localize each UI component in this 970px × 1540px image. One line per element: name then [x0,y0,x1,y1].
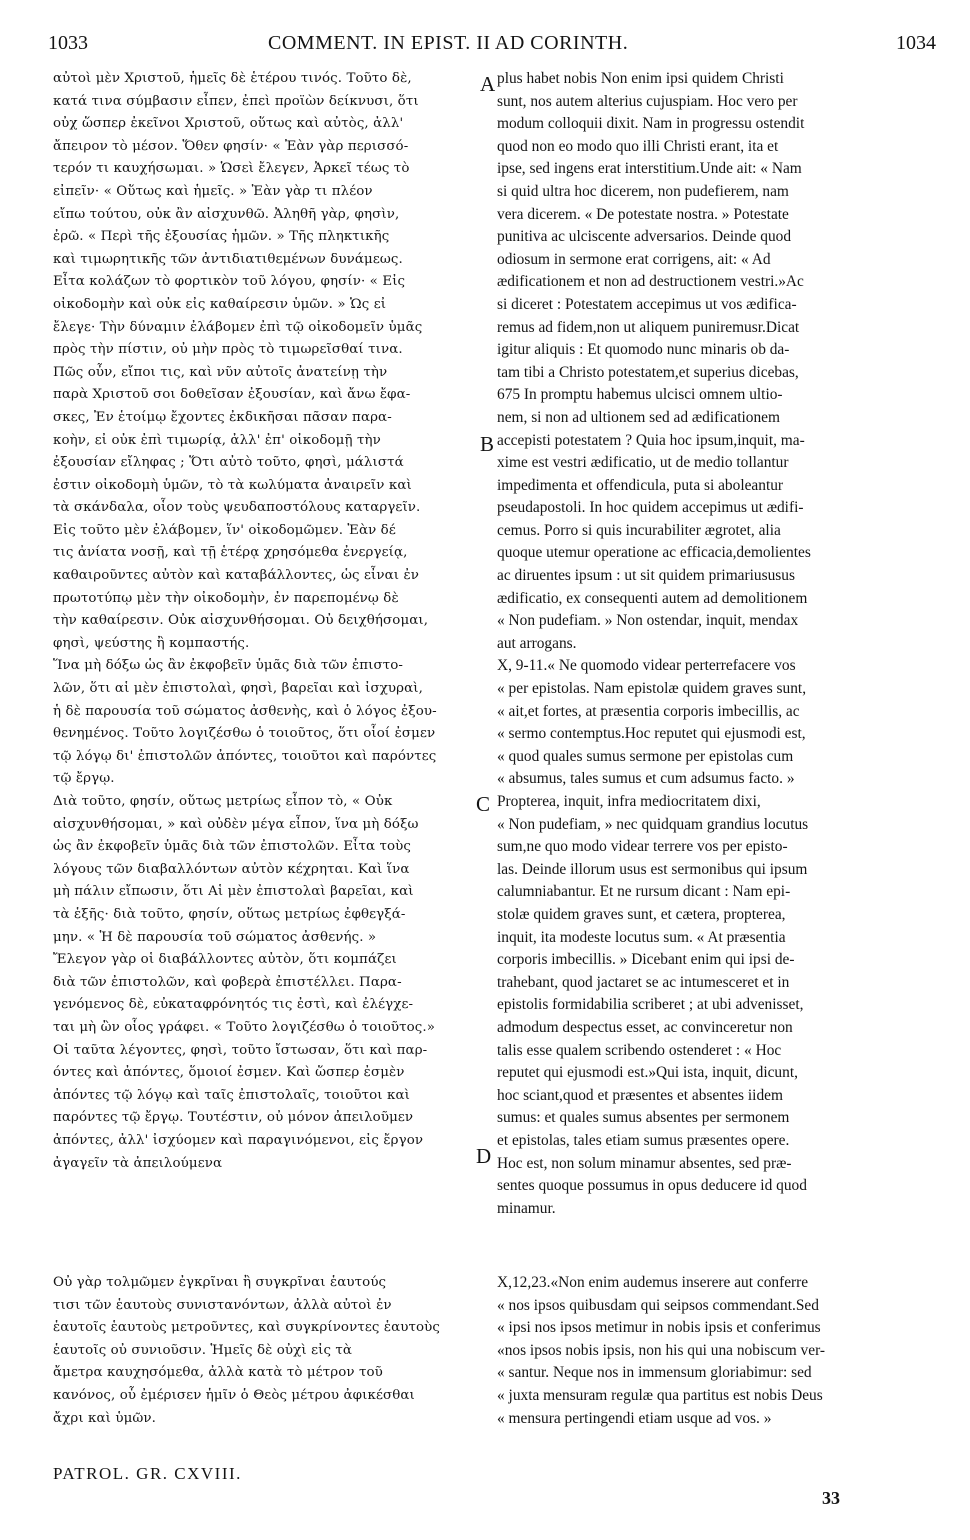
greek-text-line: οὐχ ὥσπερ ἐκεῖνοι Χριστοῦ, οὕτως καὶ αὐτὸς, ἀλλ' [53,116,404,132]
greek-text-line: τερόν τι καυχήσωμαι. » Ὡσεὶ ἔλεγεν, Ἀρκεῖ τέως τὸ [53,161,410,177]
greek-column-bottom [53,1272,478,1430]
greek-text-line: τισι τῶν ἑαυτοὺς συνιστανόντων, ἀλλὰ αὐτοὶ ἐν [53,1297,392,1313]
latin-text-line: corporis imbecillis. » Dicebant enim qui ipsi de- [497,951,795,969]
greek-text-line: ἐρῶ. « Περὶ τῆς ἐξουσίας ἡμῶν. » Τῆς πληκτικῆς [53,229,390,245]
greek-text-line: τὰ σκάνδαλα, οἷον τοὺς ψευδαποστόλους καταργεῖν. [53,500,421,516]
greek-text-line: εἰπεῖν· « Οὕτως καὶ ἡμεῖς. » Ἐὰν γὰρ τι πλέον [53,183,373,199]
greek-text-line: λῶν, ὅτι αἱ μὲν ἐπιστολαὶ, φησὶ, βαρεῖαι καὶ ἰσχυραὶ, [53,681,423,697]
greek-text-line: αἰσχυνθήσομαι, » καὶ οὐδὲν μέγα εἶπον, ἵνα μὴ δόξω [53,816,419,832]
latin-text-line: plus habet nobis Non enim ipsi quidem Christi [497,70,784,87]
latin-text-line: punitiva ac ulciscente adversarios. Deinde quod [497,228,792,246]
latin-text-line: sunt, nos autem alterius cujuspiam. Hoc vero per [497,92,798,110]
latin-text-line: odiosum in sermone erat corrigens, ait: « Ad [497,250,771,268]
greek-text-line: καθαιροῦντες αὐτὸν καὶ καταβάλλοντες, ὡς εἶναι ἐν [53,568,420,584]
latin-text-line: sumus: et quales sumus absentes per sermonem [497,1109,790,1127]
latin-text-line: inquit, ita modeste locutus sum. « At præsentia [497,928,786,946]
greek-text-line: Πῶς οὖν, εἴποι τις, καὶ νῦν αὐτοῖς ἀνατείνῃ τὴν [53,364,388,380]
latin-text-line: ædificationem et non ad destructionem vestri.»Ac [497,273,804,291]
latin-text-line: nem, si non ad ultionem sed ad ædificationem [497,408,780,426]
latin-text-line: « quod quales sumus sermone per epistolas cum [497,747,794,765]
greek-text-line: οἰκοδομὴν καὶ οὐκ εἰς καθαίρεσιν ὑμῶν. » Ὡς εἰ [53,296,387,312]
greek-text-line: ἐστιν οἰκοδομὴ ὑμῶν, τὸ τὰ κωλύματα ἀναιρεῖν καὶ [53,477,412,493]
greek-text-line: Ἵνα μὴ δόξω ὡς ἂν ἐκφοβεῖν ὑμᾶς διὰ τῶν ἐπιστο- [53,658,404,674]
latin-text-line: ædificatio, ex consequenti autem ad demolitionem [497,589,808,607]
latin-text-line: reputet qui ejusmodi est.»Qui ista, inquit, dicunt, [497,1064,798,1082]
latin-text-line: « per epistolas. Nam epistolæ quidem graves sunt, [497,680,807,698]
latin-text-line: admodum despectus esset, ac convinceretur non [497,1018,793,1036]
greek-text-line: ὡς ἂν ἐκφοβεῖν ὑμᾶς διὰ τῶν ἐπιστολῶν. Εἶτα τοὺς [53,839,411,855]
latin-text-line: stolæ quidem graves sunt, et cætera, propterea, [497,905,786,923]
latin-text-line: et epistolas, tales etiam sumus præsentes opere. [497,1131,790,1149]
greek-text-line: εἴπω τούτου, οὐκ ἂν αἰσχυνθῶ. Ἀληθῆ γὰρ, φησὶν, [53,206,400,222]
greek-text-line: Οὐ γὰρ τολμῶμεν ἐγκρῖναι ἢ συγκρῖναι ἑαυτούς [53,1275,387,1290]
greek-text-line: κατά τινα σύμβασιν εἶπεν, ἐπεὶ προϊὼν δείκνυσι, ὅτι [53,93,419,109]
latin-text-line: xime est vestri ædificatio, ut de medio tollantur [497,454,789,472]
greek-column-top [53,68,478,1175]
greek-text-line: ἄπειρον τὸ μέσον. Ὅθεν φησίν· « Ἐὰν γὰρ περισσό- [53,138,409,154]
greek-text-line: ἄμετρα καυχησόμεθα, ἀλλὰ κατὰ τὸ μέτρον τοῦ [53,1365,383,1381]
signature-mark: 33 [822,1488,840,1508]
latin-text-line: «nos ipsos nobis ipsis, non his qui una nobiscum ver- [497,1341,826,1359]
latin-text-line: pseudapostoli. In hoc quidem accepimus ut ædifi- [497,499,804,517]
latin-text-line: si diceret : Potestatem accepimus ut vos ædifica- [497,295,797,313]
greek-text-line: Ἔλεγον γὰρ οἱ διαβάλλοντες αὐτὸν, ὅτι κομπάζει [53,952,397,968]
latin-text-line: trahebant, quod jactaret se ac intumesceret et in [497,973,790,991]
latin-text-line: « ipsi nos ipsos metimur in nobis ipsis et conferimus [497,1319,821,1337]
greek-text-line: Διὰ τοῦτο, φησίν, οὕτως μετρίως εἶπον τὸ, « Οὐκ [53,794,393,809]
latin-text-line: quoque utemur operatione ac efficacia,demolientes [497,544,811,562]
latin-text-line: sum,ne quo modo videar terrere vos per episto- [497,838,788,856]
latin-text-line: hoc sciant,quod et præsentes et absentes iidem [497,1086,783,1104]
greek-text-line: μὴ πάλιν εἴπωσιν, ὅτι Αἱ μὲν ἐπιστολαὶ βαρεῖαι, καὶ [53,884,414,900]
latin-text-line: calumniabantur. Et ne rursum dicant : Nam epi- [497,883,791,901]
latin-text-line: aut arrogans. [497,634,577,652]
margin-marker-b: B [480,432,495,456]
latin-text-line: « santur. Neque nos in immensum gloriabimur: sed [497,1364,812,1382]
greek-text-line: ἑαυτοῖς οὐ συνιοῦσιν. Ἡμεῖς δὲ οὐχὶ εἰς τὰ [53,1342,353,1358]
greek-text-line: ἀγαγεῖν τὰ ἀπειλούμενα [53,1155,223,1171]
margin-marker-c: C [476,792,491,816]
greek-text-line: τὴν καθαίρεσιν. Οὐκ αἰσχυνθήσομαι. Οὐ δειχθήσομαι, [53,613,429,629]
running-title: COMMENT. IN EPIST. II AD CORINTH. [268,32,629,54]
greek-text-line: όντες καὶ ἀπόντες, ὅμοιοί ἐσμεν. Καὶ ὥσπερ ἐσμὲν [53,1065,405,1081]
latin-text-line: « absumus, tales sumus et cum adsumus facto. » [497,770,795,788]
running-header [0,28,970,58]
latin-text-line: sentes quoque possumus in opus deducere id quod [497,1177,807,1195]
latin-text-line: impedimenta et offendicula, puta si aboleantur [497,476,784,494]
greek-text-line: διὰ τῶν ἐπιστολῶν, καὶ φοβερὰ ἐπιστέλλει. Παρα- [53,974,402,990]
greek-text-line: Εἰς τοῦτο μὲν ἐλάβομεν, ἵν' οἰκοδομῶμεν. Ἐὰν δέ [53,522,396,538]
latin-text-line: « sermo contemptus.Hoc reputet qui ejusmodi est, [497,725,806,743]
latin-text-line: las. Deinde illorum usus est sermonibus qui ipsum [497,860,808,878]
latin-column-top [497,68,945,1220]
greek-text-line: Εἶτα κολάζων τὸ φορτικὸν τοῦ λόγου, φησίν· « Εἰς [53,274,406,290]
latin-text-line: ipse, sed ingens erat interstitium.Unde ait: « Nam [497,160,802,178]
latin-column-bottom [497,1272,945,1430]
greek-text-line: τῷ λόγῳ δι' ἐπιστολῶν ἀπόντες, τοιοῦτοι καὶ παρόντες [53,748,437,764]
latin-text-line: Hoc est, non solum minamur absentes, sed præ- [497,1154,792,1172]
greek-text-line: ται μὴ ὢν οἷος γράφει. « Τοῦτο λογιζέσθω ὁ τοιοῦτος.» [53,1019,436,1035]
greek-text-line: παρὰ Χριστοῦ σοι δοθεῖσαν ἐξουσίαν, καὶ ἄνω ἔφα- [53,387,411,403]
margin-marker-d: D [476,1144,492,1168]
greek-text-line: καὶ τιμωρητικῆς τῶν ἀντιδιατιθεμένων δυνάμεως. [53,251,403,267]
latin-text-line: Propterea, inquit, infra mediocritatem dixi, [497,793,761,810]
greek-text-line: ἡ δὲ παρουσία τοῦ σώματος ἀσθενὴς, καὶ ὁ λόγος ἐξου- [53,703,437,719]
latin-text-line: ac diruentes ipsum : ut sit quidem primariususus [497,567,795,585]
latin-text-line: minamur. [497,1199,556,1217]
greek-text-line: πρὸς τὴν πίστιν, οὐ μὴν πρὸς τὸ τιμωρεῖσθαί τινα. [53,342,403,358]
greek-text-line: πρωτοτύπῳ μὲν τὴν οἰκοδομὴν, ἐν παρεπομένῳ δὲ [53,590,399,606]
latin-text-line: « ait,et fortes, at præsentia corporis imbecillis, ac [497,702,800,720]
latin-text-line: « Non pudefiam. » Non ostendar, inquit, mendax [497,612,799,630]
greek-text-line: αὐτοὶ μὲν Χριστοῦ, ἡμεῖς δὲ ἑτέρου τινός. Τοῦτο δὲ, [53,71,412,86]
greek-text-line: τὰ ἑξῆς· διὰ τοῦτο, φησίν, οὕτως μετρίως ἐφθεγξά- [53,906,406,922]
greek-text-line: τις ἀνίατα νοσῇ, καὶ τῇ ἑτέρᾳ χρησόμεθα ἐνεργείᾳ, [53,545,408,561]
latin-text-line: talis esse qualem scribendo ostenderet : « Hoc [497,1041,782,1059]
latin-text-line: modum colloquii dixit. Nam in progressu ostendit [497,115,805,133]
greek-text-line: τῷ ἔργῳ. [53,771,115,787]
greek-text-line: λόγους τῶν διαβαλλόντων αὐτὸν κέχρηται. Καὶ ἵνα [53,861,410,877]
latin-text-line: accepisti potestatem ? Quia hoc ipsum,inquit, ma- [497,431,805,449]
greek-text-line: ἔλεγε· Τὴν δύναμιν ἐλάβομεν ἐπὶ τῷ οἰκοδομεῖν ὑμᾶς [53,319,423,335]
series-footer: PATROL. GR. CXVIII. [53,1464,242,1483]
latin-text-line: epistolis formidabilia scriberet ; at ubi advenisset, [497,996,804,1014]
latin-text-line: « Non pudefiam, » nec quidquam grandius locutus [497,815,809,833]
greek-text-line: κανόνος, οὗ ἐμέρισεν ἡμῖν ὁ Θεὸς μέτρου ἀφικέσθαι [53,1387,415,1403]
margin-marker-a: A [480,72,496,96]
latin-text-line: X,12,23.«Non enim audemus inserere aut conferre [497,1274,809,1291]
greek-text-line: παρόντες τῷ ἔργῳ. Τουτέστιν, οὐ μόνον ἀπειλοῦμεν [53,1110,414,1126]
latin-text-line: igitur aliquis : Et quomodo nunc minaris ob da- [497,341,790,359]
greek-text-line: ἀπόντες, ἀλλ' ἰσχύομεν καὶ παραγινόμενοι, εἰς ἔργον [53,1132,424,1148]
latin-text-line: tam tibi a Christo potestatem,et superius dicebas, [497,363,799,381]
greek-text-line: Οἱ ταῦτα λέγοντες, φησὶ, τοῦτο ἴστωσαν, ὅτι καὶ παρ- [53,1042,428,1058]
latin-text-line: si quid ultra hoc dicerem, non pudefierem, nam [497,182,789,200]
left-page-number: 1033 [48,32,88,54]
latin-text-line: 675 In promptu habemus ulcisci omnem ultio- [497,386,783,404]
greek-text-line: ἄχρι καὶ ὑμῶν. [53,1410,157,1426]
right-page-number: 1034 [896,32,936,54]
latin-text-line: « nos ipsos quibusdam qui seipsos commendant.Sed [497,1296,819,1314]
latin-text-line: « mensura pertingendi etiam usque ad vos. » [497,1409,772,1427]
greek-text-line: ἀπόντες τῷ λόγῳ καὶ ταῖς ἐπιστολαῖς, τοιοῦτοι καὶ [53,1087,410,1103]
greek-text-line: γενόμενος δὲ, εὐκαταφρόνητός τις ἐστὶ, καὶ ἐλέγχε- [53,997,414,1013]
greek-text-line: θενημένος. Τοῦτο λογιζέσθω ὁ τοιοῦτος, ὅτι οἷοί ἐσμεν [53,726,436,742]
greek-text-line: μην. « Ἡ δὲ παρουσία τοῦ σώματος ἀσθενής. » [53,929,377,945]
latin-text-line: vera dicerem. « De potestate nostra. » Potestate [497,205,789,223]
greek-text-line: σκες, Ἐν ἑτοίμῳ ἔχοντες ἐκδικῆσαι πᾶσαν παρα- [53,409,392,425]
greek-text-line: ἑαυτοῖς ἑαυτοὺς μετροῦντες, καὶ συγκρίνοντες ἑαυτοὺς [53,1320,441,1336]
latin-text-line: cemus. Porro si quis incurabiliter ægrotet, alia [497,521,781,539]
latin-text-line: « juxta mensuram regulæ qua partitus est nobis Deus [497,1386,823,1404]
greek-text-line: κοὴν, εἰ οὐκ ἐπὶ τιμωρίᾳ, ἀλλ' ἐπ' οἰκοδομῇ τὴν [53,432,381,448]
latin-text-line: quod non eo modo quo illi Christi erant, ita et [497,137,779,155]
latin-text-line: X, 9-11.« Ne quomodo videar perterrefacere vos [497,657,796,675]
greek-text-line: φησὶ, ψεύστης ἢ κομπαστής. [53,635,250,651]
latin-text-line: remus ad fidem,non ut aliquem puniremusr.Dicat [497,318,800,336]
greek-text-line: ἐξουσίαν εἴληφας ; Ὅτι αὐτὸ τοῦτο, φησὶ, μάλιστά [53,455,404,471]
